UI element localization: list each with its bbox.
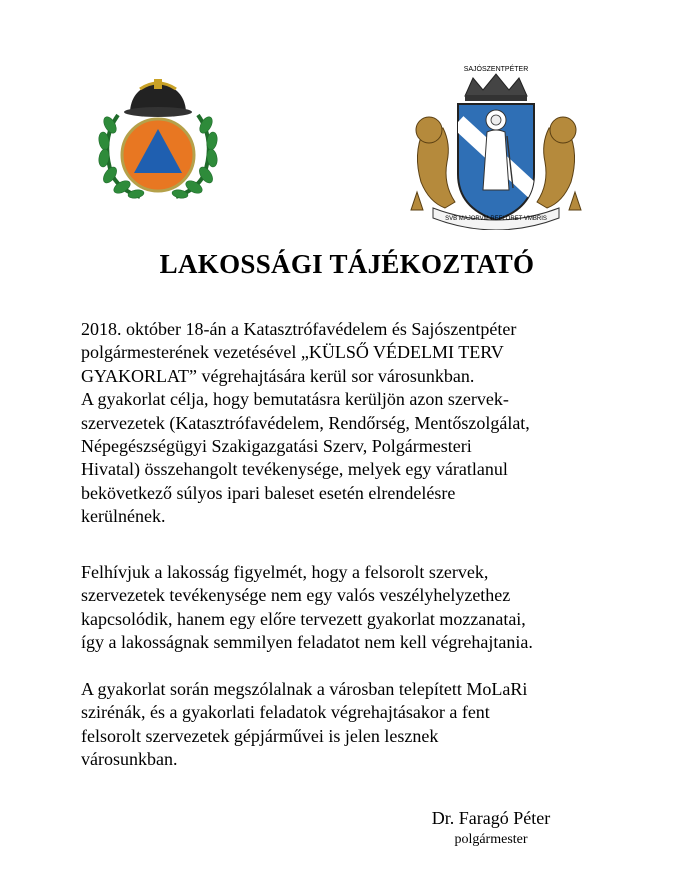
paragraph-line: 2018. október 18-án a Katasztrófavédelem és Sajószentpéter [81, 319, 517, 339]
lion-left-icon [411, 117, 455, 210]
crown-icon [465, 74, 527, 96]
paragraph-line: városunkban. [81, 749, 178, 770]
paragraph-exercise-announcement [81, 318, 614, 529]
seal-top-text: SAJÓSZENTPÉTER [463, 66, 529, 73]
paragraph-line: Felhívjuk a lakosság figyelmét, hogy a felsorolt szervek, [81, 562, 489, 582]
civil-protection-emblem [90, 75, 226, 201]
seal-banner-text: SVB MAJORVM REFLORET VMBRIS [445, 216, 547, 222]
paragraph-line: szervezetek (Katasztrófavédelem, Rendőrség, Mentőszolgálat, [81, 412, 530, 433]
paragraph-line: kapcsolódik, hanem egy előre tervezett gyakorlat mozzanatai, [81, 608, 526, 629]
paragraph-line: polgármesterének vezetésével „KÜLSŐ VÉDELMI TERV [81, 342, 504, 363]
page-title: LAKOSSÁGI TÁJÉKOZTATÓ [159, 249, 535, 279]
paragraph-line: kerülnének. [81, 506, 166, 527]
paragraph-public-notice [81, 561, 614, 655]
paragraph-line: így a lakosságnak semmilyen feladatot nem kell végrehajtania. [81, 632, 533, 653]
signature-name: Dr. Faragó Péter [431, 808, 551, 828]
paragraph-line: A gyakorlat célja, hogy bemutatásra kerüljön azon szervek- [81, 389, 509, 410]
paragraph-line: Népegészségügyi Szakigazgatási Szerv, Polgármesteri [81, 436, 472, 457]
paragraph-line: felsorolt szervezetek gépjárművei is jelen lesznek [81, 725, 439, 746]
paragraph-line: szervezetek tevékenysége nem egy valós veszélyhelyzethez [81, 585, 511, 606]
paragraph-line: bekövetkező súlyos ipari baleset esetén elrendelésre [81, 482, 456, 503]
paragraph-line: szirénák, és a gyakorlati feladatok végrehajtásakor a fent [81, 702, 490, 723]
paragraph-line: GYAKORLAT” végrehajtására kerül sor városunkban. [81, 365, 475, 386]
city-coat-of-arms [403, 62, 589, 230]
lion-right-icon [537, 117, 581, 210]
paragraph-siren-notice [81, 678, 614, 772]
signature-title: polgármester [454, 832, 528, 847]
paragraph-line: Hivatal) összehangolt tevékenysége, melyek egy váratlanul [81, 459, 508, 480]
fire-helmet-icon [124, 79, 192, 117]
paragraph-line: A gyakorlat során megszólalnak a városban telepített MoLaRi [81, 679, 528, 699]
